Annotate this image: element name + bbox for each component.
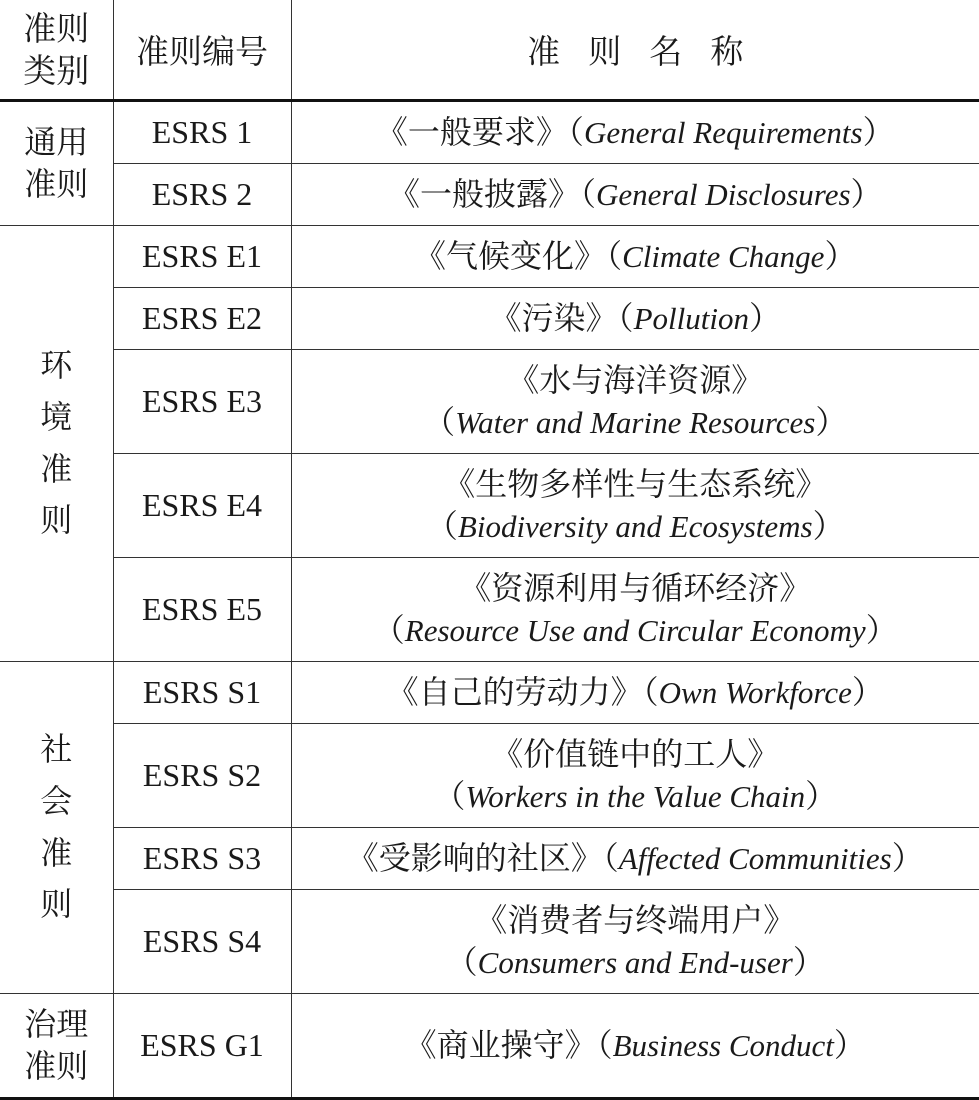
category-environment: 环 境 准 则 — [0, 226, 113, 662]
table-row — [0, 558, 979, 662]
standard-name: 《生物多样性与生态系统》 （Biodiversity and Ecosystems） — [291, 454, 979, 558]
standard-code: ESRS S4 — [113, 890, 291, 994]
table-row — [0, 226, 979, 288]
standard-name: 《价值链中的工人》 （Workers in the Value Chain） — [291, 724, 979, 828]
category-social: 社 会 准 则 — [0, 662, 113, 994]
table-row — [0, 890, 979, 994]
standard-code: ESRS E2 — [113, 288, 291, 350]
standard-name: 《资源利用与循环经济》 （Resource Use and Circular Economy） — [291, 558, 979, 662]
standard-code: ESRS G1 — [113, 994, 291, 1099]
standard-name: 《自己的劳动力》（Own Workforce） — [291, 662, 979, 724]
standard-name: 《受影响的社区》（Affected Communities） — [291, 828, 979, 890]
standard-code: ESRS S1 — [113, 662, 291, 724]
table-row — [0, 994, 979, 1099]
standard-code: ESRS 1 — [113, 101, 291, 164]
table-row — [0, 288, 979, 350]
header-code: 准则编号 — [113, 0, 291, 101]
table-row — [0, 101, 979, 164]
standard-name: 《一般要求》（General Requirements） — [291, 101, 979, 164]
table-row — [0, 662, 979, 724]
header-name: 准则名称 — [291, 0, 979, 101]
standard-name: 《消费者与终端用户》 （Consumers and End-user） — [291, 890, 979, 994]
standard-code: ESRS S2 — [113, 724, 291, 828]
standard-name: 《污染》（Pollution） — [291, 288, 979, 350]
table-row — [0, 350, 979, 454]
table-row — [0, 828, 979, 890]
standard-code: ESRS E3 — [113, 350, 291, 454]
standard-code: ESRS E4 — [113, 454, 291, 558]
header-category: 准则 类别 — [0, 0, 113, 101]
standard-name: 《水与海洋资源》 （Water and Marine Resources） — [291, 350, 979, 454]
standard-code: ESRS S3 — [113, 828, 291, 890]
table-row — [0, 164, 979, 226]
standard-name: 《气候变化》（Climate Change） — [291, 226, 979, 288]
standard-code: ESRS E1 — [113, 226, 291, 288]
category-governance: 治理 准则 — [0, 994, 113, 1099]
standard-code: ESRS E5 — [113, 558, 291, 662]
category-general: 通用 准则 — [0, 101, 113, 226]
standard-name: 《商业操守》（Business Conduct） — [291, 994, 979, 1099]
table-row — [0, 724, 979, 828]
standard-name: 《一般披露》（General Disclosures） — [291, 164, 979, 226]
header-row — [0, 0, 979, 101]
table-row — [0, 454, 979, 558]
standard-code: ESRS 2 — [113, 164, 291, 226]
